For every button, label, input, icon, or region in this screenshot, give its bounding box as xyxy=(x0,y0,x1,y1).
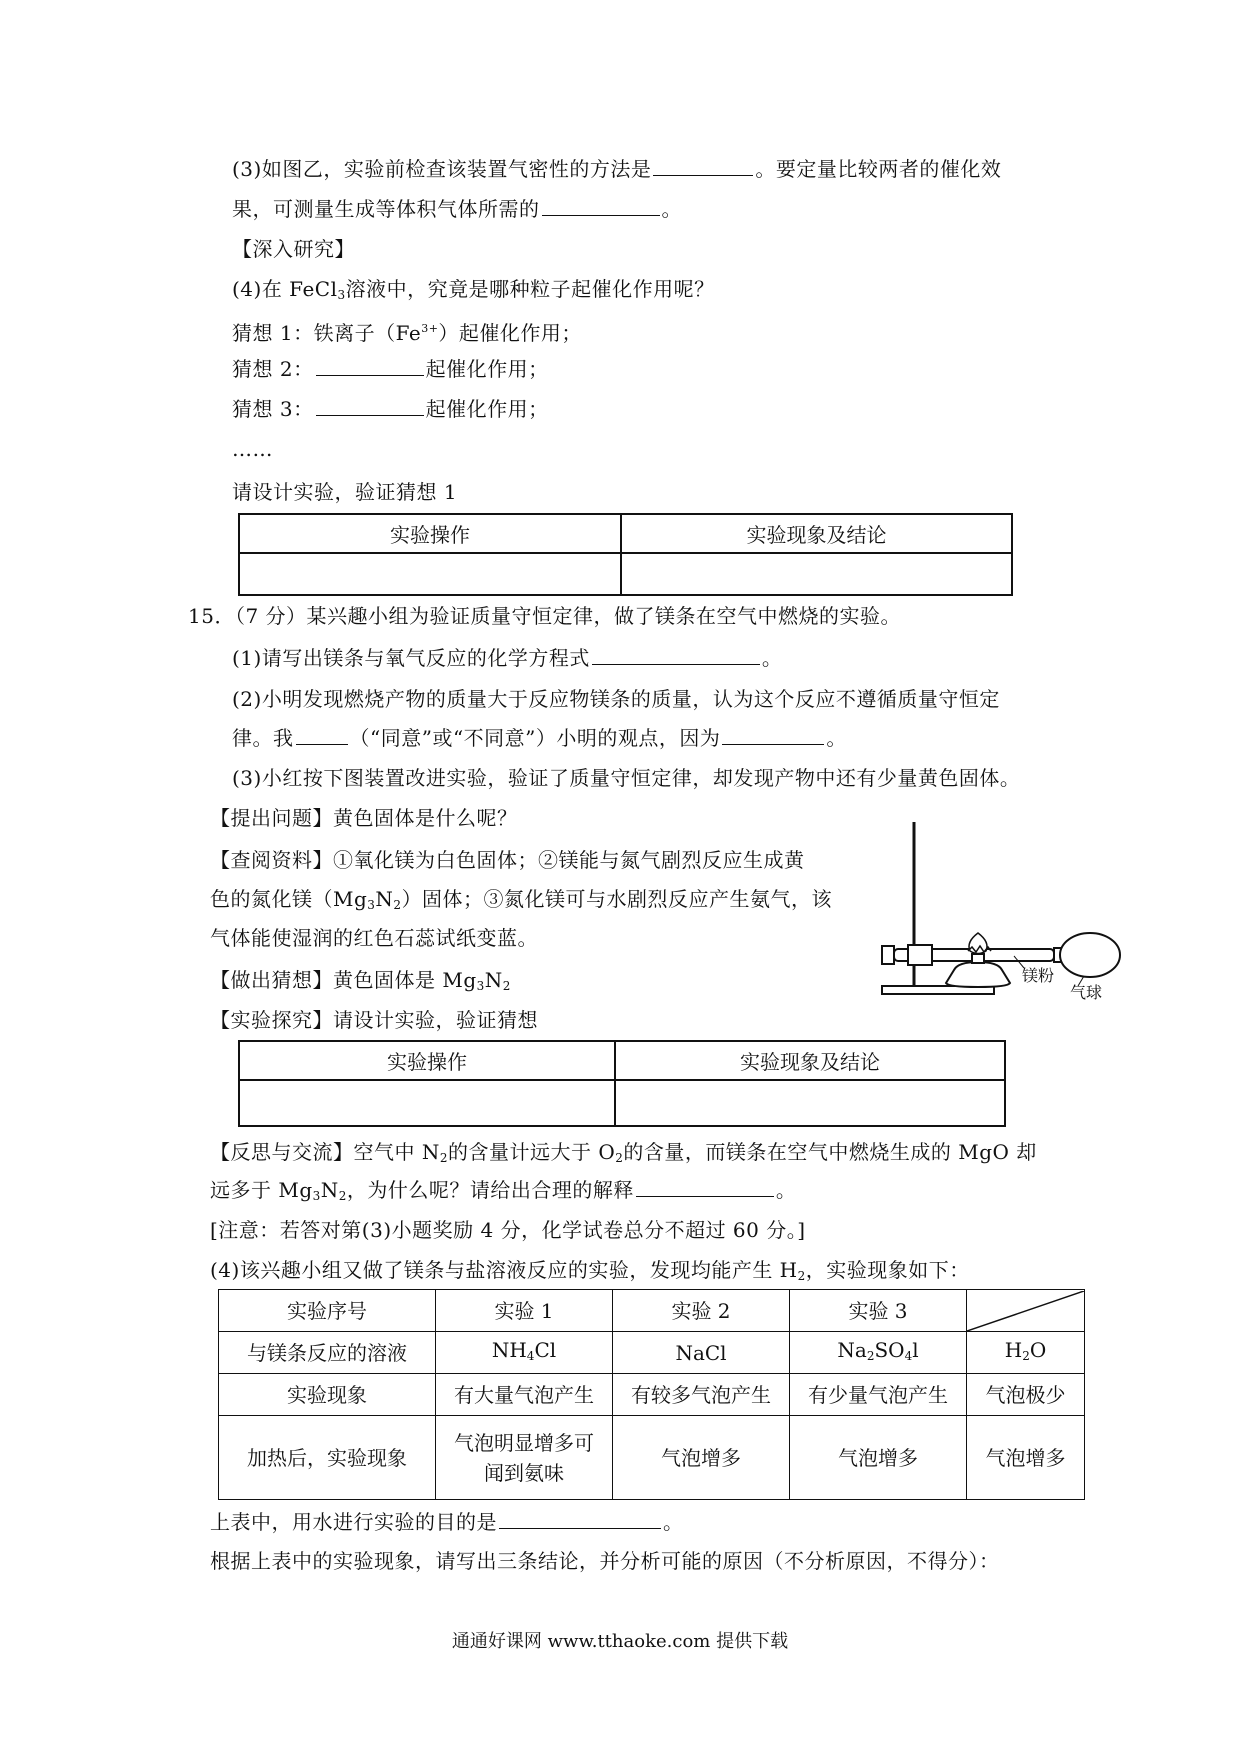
q15-experiment-table xyxy=(238,1040,1006,1127)
clamp-knob xyxy=(882,946,894,964)
conclusion-prompt: 根据上表中的实验现象，请写出三条结论，并分析可能的原因（不分析原因，不得分）： xyxy=(210,1549,1000,1573)
subscript: 2 xyxy=(866,1348,875,1363)
text: 律。我 xyxy=(232,726,294,750)
guess-3 xyxy=(232,395,549,423)
text: 起催化作用； xyxy=(425,397,549,421)
ask-question: 【提出问题】黄色固体是什么呢？ xyxy=(210,806,518,830)
header-cell: 实验 3 xyxy=(790,1290,967,1332)
text: (3)如图乙，实验前检查该装置气密性的方法是 xyxy=(232,157,652,181)
table-cell xyxy=(436,1332,613,1374)
text: NH xyxy=(491,1337,527,1362)
subscript: 2 xyxy=(338,1189,347,1203)
header-operation: 实验操作 xyxy=(239,514,621,553)
text: ，实验现象如下： xyxy=(805,1258,970,1282)
answer-blank[interactable] xyxy=(296,724,348,745)
table-cell: 气泡增多 xyxy=(967,1416,1085,1500)
row-label: 加热后，实验现象 xyxy=(219,1416,436,1500)
guess-1 xyxy=(232,315,582,347)
answer-blank[interactable] xyxy=(722,724,824,745)
q14-part3-line2 xyxy=(232,195,682,223)
text: 果，可测量生成等体积气体所需的 xyxy=(232,197,540,221)
table-cell: 有较多气泡产生 xyxy=(613,1374,790,1416)
text: Cl xyxy=(534,1337,557,1362)
text: 猜想 2： xyxy=(232,357,314,381)
q15-part4 xyxy=(210,1256,970,1290)
subscript: 2 xyxy=(797,1269,806,1283)
table-cell xyxy=(790,1332,967,1374)
text: 的含量计远大于 O xyxy=(448,1140,616,1164)
header-result: 实验现象及结论 xyxy=(615,1041,1005,1080)
reference-line2 xyxy=(210,885,832,919)
text: 【反思与交流】空气中 N xyxy=(210,1140,440,1164)
table-row xyxy=(219,1374,1085,1416)
answer-blank[interactable] xyxy=(636,1176,774,1197)
subscript: 4 xyxy=(526,1348,535,1363)
text: 。 xyxy=(761,646,783,670)
subscript: 2 xyxy=(1022,1348,1030,1363)
q15-part1 xyxy=(232,644,782,672)
table-cell: 气泡增多 xyxy=(613,1416,790,1500)
text: l xyxy=(912,1337,919,1362)
reference-line3: 气体能使湿润的红色石蕊试纸变蓝。 xyxy=(210,926,538,950)
text: 猜想 1：铁离子（Fe xyxy=(232,321,422,345)
q15-title: 15．（7 分）某兴趣小组为验证质量守恒定律，做了镁条在空气中燃烧的实验。 xyxy=(188,604,902,628)
text: 。 xyxy=(661,197,682,221)
mg-salt-results-table xyxy=(218,1289,1085,1500)
q15-part3: (3)小红按下图装置改进实验，验证了质量守恒定律，却发现产物中还有少量黄色固体。 xyxy=(232,766,1021,790)
text: 色的氮化镁（Mg xyxy=(210,887,368,911)
header-operation: 实验操作 xyxy=(239,1041,615,1080)
section-deep-research: 【深入研究】 xyxy=(232,237,355,261)
subscript: 4 xyxy=(904,1348,913,1363)
text: 的含量，而镁条在空气中燃烧生成的 MgO 却 xyxy=(623,1140,1037,1164)
subscript: 2 xyxy=(393,898,402,912)
table-cell: 有大量气泡产生 xyxy=(436,1374,613,1416)
text: N xyxy=(484,968,503,992)
text: (4)在 FeCl xyxy=(232,277,338,301)
answer-blank[interactable] xyxy=(316,355,424,376)
superscript: 3+ xyxy=(421,322,439,335)
reference-line1: 【查阅资料】①氧化镁为白色固体；②镁能与氮气剧烈反应生成黄 xyxy=(210,848,805,872)
q14-part3-line1 xyxy=(232,155,1001,183)
apparatus-diagram xyxy=(868,818,1128,1002)
text: 溶液中，究竟是哪种粒子起催化作用呢？ xyxy=(345,277,715,301)
balloon xyxy=(1060,933,1120,977)
subscript: 3 xyxy=(367,898,376,912)
diagonal-cell xyxy=(967,1290,1085,1332)
footer-credit: 通通好课网 www.tthaoke.com 提供下载 xyxy=(451,1631,789,1652)
answer-blank[interactable] xyxy=(499,1508,661,1529)
answer-blank[interactable] xyxy=(542,195,660,216)
answer-blank[interactable] xyxy=(653,155,753,176)
bonus-note: [注意：若答对第(3)小题奖励 4 分，化学试卷总分不超过 60 分。] xyxy=(210,1218,806,1242)
text: 猜想 3： xyxy=(232,397,314,421)
text: O xyxy=(1029,1337,1047,1362)
table-cell: NaCl xyxy=(613,1332,790,1374)
table-cell xyxy=(436,1416,613,1500)
alcohol-lamp xyxy=(946,962,1010,987)
text: 气泡明显增多可 xyxy=(454,1430,594,1455)
q14-experiment-table xyxy=(238,513,1013,596)
text: ）固体；③氮化镁可与水剧烈反应产生氨气，该 xyxy=(401,887,833,911)
clamp xyxy=(908,945,932,965)
answer-cell[interactable] xyxy=(239,1080,615,1126)
text: （“同意”或“不同意”）小明的观点，因为 xyxy=(349,726,721,750)
diagonal-line xyxy=(967,1291,1084,1331)
q15-part2-line1: (2)小明发现燃烧产物的质量大于反应物镁条的质量，认为这个反应不遵循质量守恒定 xyxy=(232,687,1000,711)
table-row xyxy=(219,1290,1085,1332)
table-row xyxy=(219,1332,1085,1374)
row-label: 与镁条反应的溶液 xyxy=(219,1332,436,1374)
text: SO xyxy=(874,1337,905,1362)
subscript: 2 xyxy=(439,1151,448,1165)
ellipsis: …… xyxy=(232,437,273,461)
header-cell: 实验 2 xyxy=(613,1290,790,1332)
water-purpose xyxy=(210,1508,684,1536)
design-prompt: 请设计实验，验证猜想 1 xyxy=(232,480,458,504)
explore-prompt: 【实验探究】请设计实验，验证猜想 xyxy=(210,1008,538,1032)
text: 起催化作用； xyxy=(425,357,549,381)
answer-cell[interactable] xyxy=(621,553,1012,595)
text: (4)该兴趣小组又做了镁条与盐溶液反应的实验，发现均能产生 H xyxy=(210,1258,798,1282)
text: 。 xyxy=(663,1510,684,1534)
label-magnesium: 镁粉 xyxy=(1022,966,1055,985)
table-cell: 气泡极少 xyxy=(967,1374,1085,1416)
text: 【做出猜想】黄色固体是 Mg xyxy=(210,968,477,992)
reflection-line2 xyxy=(210,1176,796,1210)
q15-part2-line2 xyxy=(232,724,847,752)
text: ）起催化作用； xyxy=(438,321,582,345)
guess-2 xyxy=(232,355,549,383)
header-result: 实验现象及结论 xyxy=(621,514,1012,553)
header-cell: 实验 1 xyxy=(436,1290,613,1332)
text: 。 xyxy=(775,1178,797,1202)
q14-part4 xyxy=(232,275,715,309)
subscript: 2 xyxy=(615,1151,624,1165)
answer-cell[interactable] xyxy=(615,1080,1005,1126)
subscript: 3 xyxy=(476,979,485,993)
text: N xyxy=(320,1178,339,1202)
text: ，为什么呢？请给出合理的解释 xyxy=(346,1178,634,1202)
subscript: 3 xyxy=(312,1189,321,1203)
table-row xyxy=(219,1416,1085,1500)
text: 上表中，用水进行实验的目的是 xyxy=(210,1510,497,1534)
text: N xyxy=(375,887,394,911)
table-cell: 有少量气泡产生 xyxy=(790,1374,967,1416)
make-guess xyxy=(210,966,511,1000)
text: 闻到氨味 xyxy=(484,1460,564,1485)
label-balloon: 气球 xyxy=(1070,983,1103,1002)
text: 。 xyxy=(826,726,847,750)
lamp-neck xyxy=(972,954,984,963)
row-label: 实验现象 xyxy=(219,1374,436,1416)
answer-blank[interactable] xyxy=(316,395,424,416)
subscript: 2 xyxy=(502,979,511,993)
text: 。要定量比较两者的催化效 xyxy=(755,157,1002,181)
table-cell: 气泡增多 xyxy=(790,1416,967,1500)
answer-blank[interactable] xyxy=(592,644,760,665)
header-cell: 实验序号 xyxy=(219,1290,436,1332)
text: (1)请写出镁条与氧气反应的化学方程式 xyxy=(232,646,590,670)
table-cell xyxy=(967,1332,1085,1374)
text: Na xyxy=(837,1337,867,1362)
reflection-line1 xyxy=(210,1138,1037,1172)
text: 远多于 Mg xyxy=(210,1178,313,1202)
subscript: 3 xyxy=(337,288,346,302)
text: H xyxy=(1004,1337,1023,1362)
answer-cell[interactable] xyxy=(239,553,621,595)
